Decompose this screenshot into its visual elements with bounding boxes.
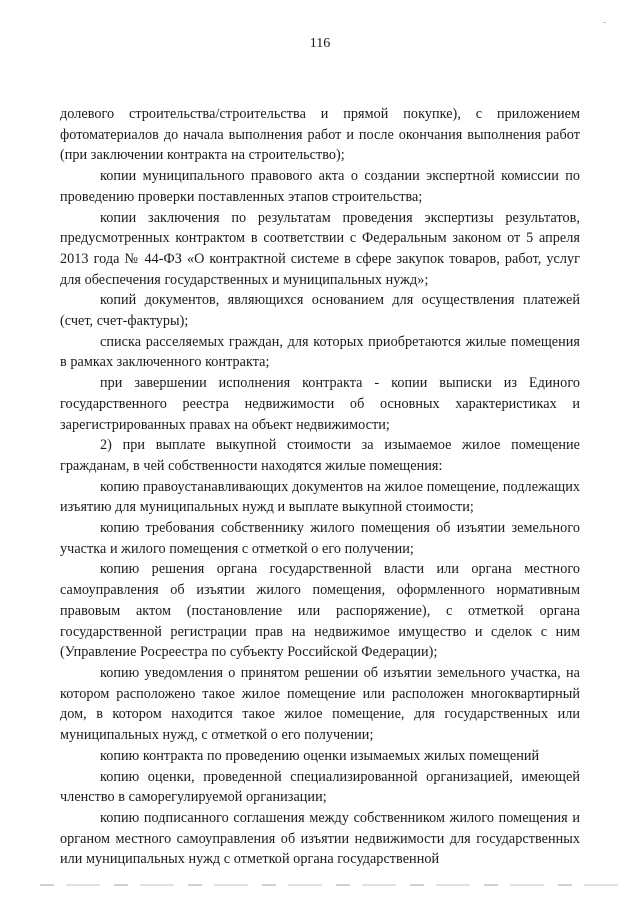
paragraph: копий документов, являющихся основанием для осуществления платежей (счет, счет-фактуры); — [60, 292, 580, 330]
scan-artifact — [603, 22, 606, 23]
paragraph: копию требования собственнику жилого помещения об изъятии земельного участка и жилого помещения с отметкой о его получении; — [60, 520, 580, 557]
scan-artifact — [40, 884, 620, 886]
paragraph: при завершении исполнения контракта - копии выписки из Единого государственного реестра недвижимости об основных характеристиках и зарегистрированных правах на объект недвижимости; — [60, 375, 580, 433]
paragraph: копию оценки, проведенной специализированной организацией, имеющей членство в саморегулируемой организации; — [60, 768, 580, 806]
paragraph-continuation: долевого строительства/строительства и прямой покупке), с приложением фотоматериалов до начала выполнения работ и после окончания выполнения работ (при заключении контракта на строительство); — [60, 106, 580, 164]
document-body — [60, 104, 580, 870]
paragraph: 2) при выплате выкупной стоимости за изымаемое жилое помещение гражданам, в чей собственности находятся жилые помещения: — [60, 437, 580, 474]
paragraph: копии заключения по результатам проведения экспертизы результатов, предусмотренных контрактом в соответствии с Федеральным законом от 5 апреля 2013 года № 44-ФЗ «О контрактной системе в сфере закупок товаров, работ, услуг для обеспечения государственных и муниципальных нужд»; — [60, 209, 580, 288]
paragraph: копии муниципального правового акта о создании экспертной комиссии по проведению проверки поставленных этапов строительства; — [60, 168, 580, 205]
paragraph: копию подписанного соглашения между собственником жилого помещения и органом местного самоуправления об изъятии недвижимости для государственных или муниципальных нужд с отметкой органа государственной — [60, 809, 580, 868]
paragraph: копию уведомления о принятом решении об изъятии земельного участка, на котором расположено такое жилое помещение или расположен многоквартирный дом, в котором находится такое жилое помещение, для государственных или муниципальных нужд, с отметкой о его получении; — [60, 664, 580, 744]
paragraph: списка расселяемых граждан, для которых приобретаются жилые помещения в рамках заключенного контракта; — [60, 333, 580, 371]
paragraph: копию контракта по проведению оценки изымаемых жилых помещений — [100, 747, 540, 764]
page-number: 116 — [309, 36, 331, 51]
paragraph: копию правоустанавливающих документов на жилое помещение, подлежащих изъятию для муниципальных нужд и выплате выкупной стоимости; — [60, 478, 580, 516]
paragraph: копию решения органа государственной власти или органа местного самоуправления об изъятии жилого помещения, оформленного нормативным правовым актом (постановление или распоряжение), с отметкой органа государственной регистрации прав на недвижимое имущество и сделок с ним (Управление Росреестра по субъекту Российской Федерации); — [60, 561, 580, 661]
